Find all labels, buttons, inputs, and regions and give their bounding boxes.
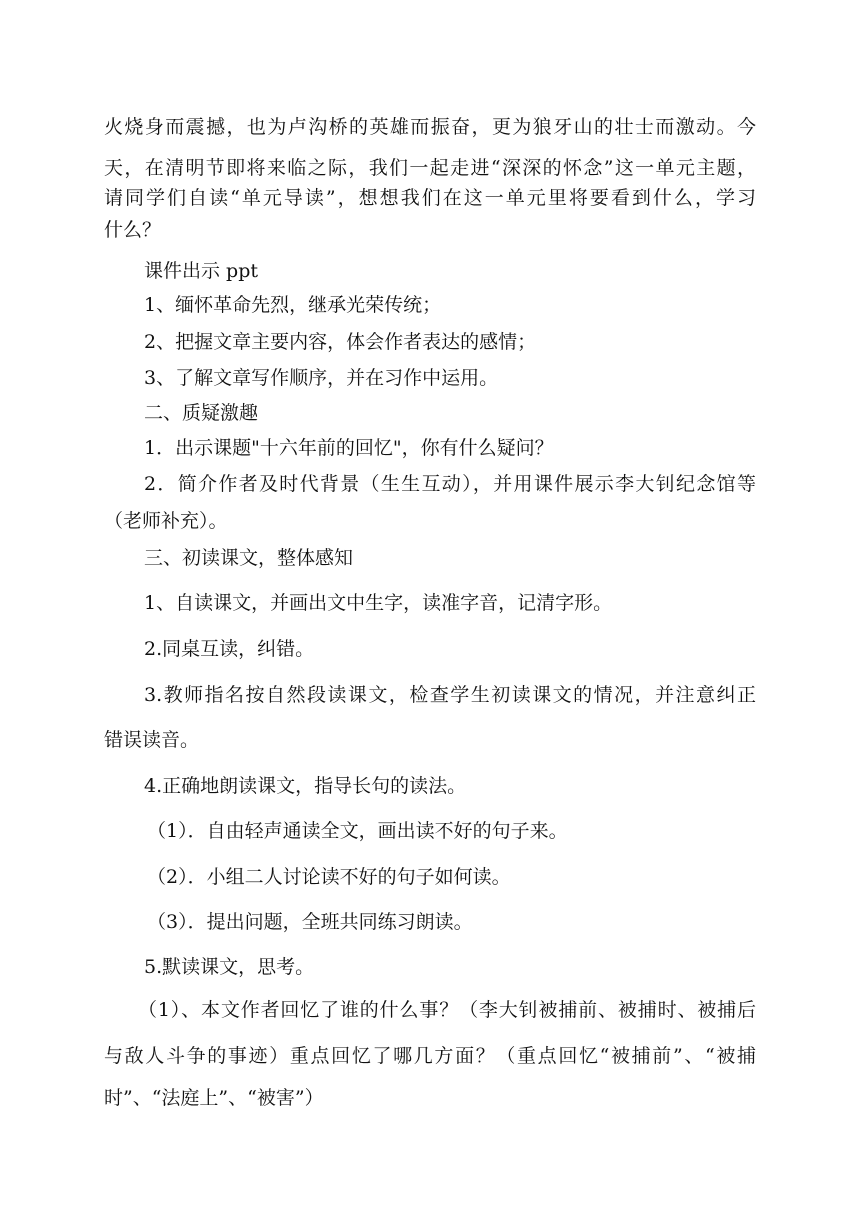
- section-3-item-1: 1、自读课文，并画出文中生字，读准字音，记清字形。: [144, 592, 613, 614]
- section-2-item-2-line-2: （老师补充）。: [104, 510, 228, 532]
- question-1-line-1: （1）、本文作者回忆了谁的什么事？（李大钊被捕前、被捕时、被捕后: [138, 999, 756, 1021]
- section-3-item-3-line-1: 3.教师指名按自然段读课文，检查学生初读课文的情况，并注意纠正: [144, 684, 756, 706]
- section-2-heading: 二、质疑激趣: [144, 402, 259, 424]
- ppt-label: 课件出示 ppt: [144, 260, 259, 282]
- section-3-item-4: 4.正确地朗读课文，指导长句的读法。: [144, 775, 467, 797]
- paragraph-intro-line-3: 请同学们自读“单元导读”，想想我们在这一单元里将要看到什么，学习: [104, 187, 756, 209]
- section-2-item-2-line-1: 2．简介作者及时代背景（生生互动），并用课件展示李大钊纪念馆等: [144, 473, 756, 495]
- goal-item-2: 2、把握文章主要内容，体会作者表达的感情；: [144, 331, 537, 353]
- section-3-subitem-2: （2）．小组二人讨论读不好的句子如何读。: [147, 866, 511, 888]
- section-3-subitem-1: （1）．自由轻声通读全文，画出读不好的句子来。: [147, 820, 568, 842]
- paragraph-intro-line-1: 火烧身而震撼，也为卢沟桥的英雄而振奋，更为狼牙山的壮士而激动。今: [104, 116, 756, 138]
- goal-item-1: 1、缅怀革命先烈，继承光荣传统；: [144, 294, 442, 316]
- section-3-heading: 三、初读课文，整体感知: [144, 547, 354, 569]
- question-1-line-3: 时”、“法庭上”、“被害”）: [104, 1087, 324, 1109]
- section-3-item-3-line-2: 错误读音。: [104, 729, 200, 751]
- section-3-item-2: 2.同桌互读，纠错。: [144, 638, 315, 660]
- question-1-line-2: 与敌人斗争的事迹）重点回忆了哪几方面？（重点回忆“被捕前”、“被捕: [104, 1045, 756, 1067]
- section-2-item-1: 1．出示课题"十六年前的回忆"，你有什么疑问？: [144, 437, 554, 459]
- goal-item-3: 3、了解文章写作顺序，并在习作中运用。: [144, 367, 499, 389]
- section-3-subitem-3: （3）．提出问题，全班共同练习朗读。: [147, 911, 473, 933]
- paragraph-intro-line-2: 天，在清明节即将来临之际，我们一起走进“深深的怀念”这一单元主题，: [104, 157, 756, 179]
- section-3-item-5: 5.默读课文，思考。: [144, 956, 315, 978]
- paragraph-intro-line-4: 什么？: [104, 219, 162, 241]
